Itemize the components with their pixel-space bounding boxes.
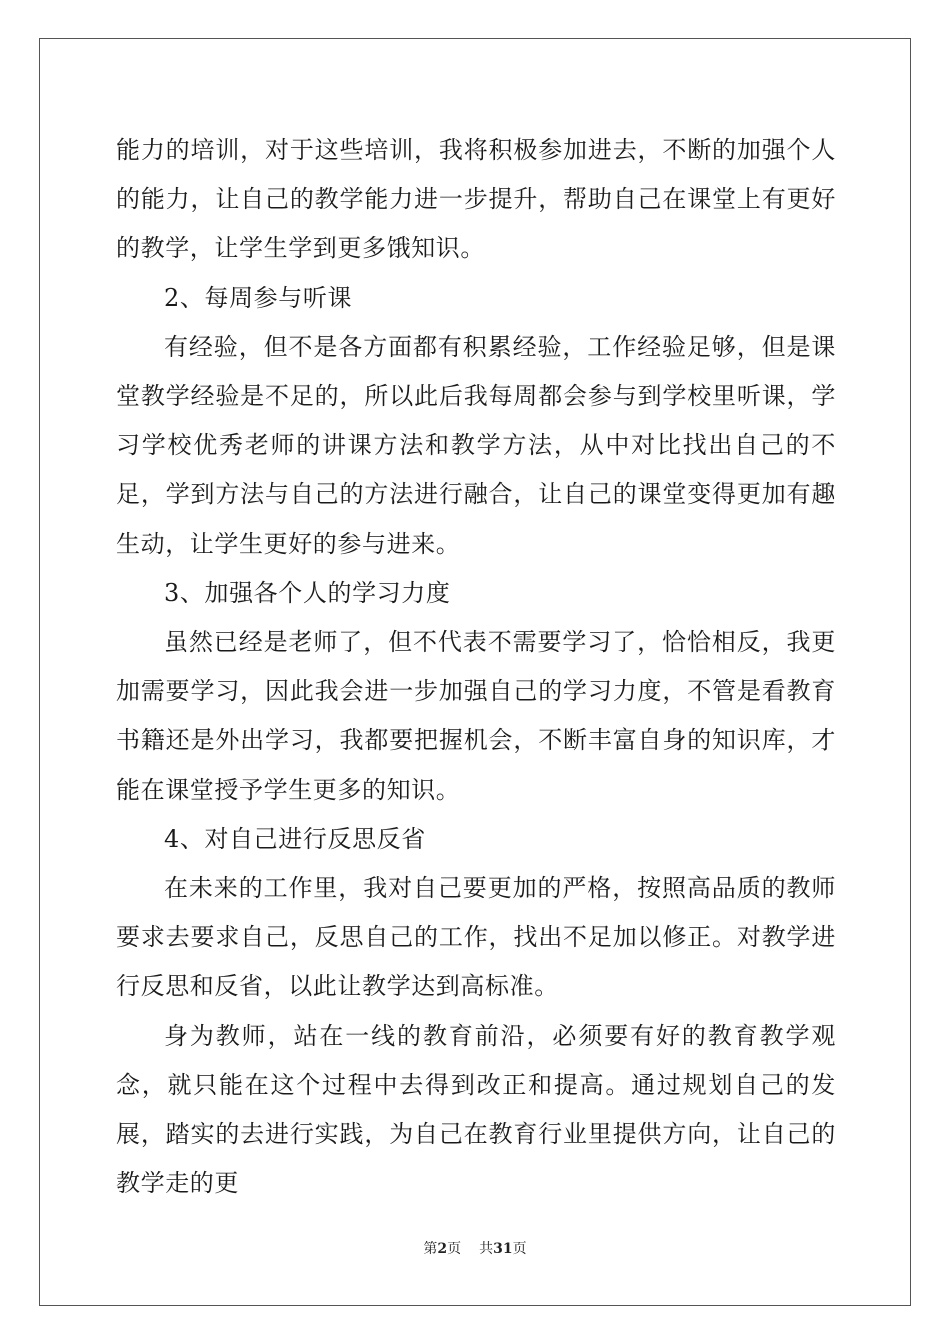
section-heading-2: 2、每周参与听课	[164, 283, 353, 312]
paragraph-teacher-role: 身为教师，站在一线的教育前沿，必须要有好的教育教学观念，就只能在这个过程中去得到改正和提高。通过规划自己的发展，踏实的去进行实践，为自己在教育行业里提供方向，让自己的教学走的更	[116, 1021, 836, 1198]
paragraph-strengthen-learning: 虽然已经是老师了，但不代表不需要学习了，恰恰相反，我更加需要学习，因此我会进一步加强自己的学习力度，不管是看教育书籍还是外出学习，我都要把握机会，不断丰富自身的知识库，才能在课堂授予学生更多的知识。	[116, 628, 836, 804]
total-pages-number: 31	[493, 1241, 513, 1257]
paragraph-self-reflection: 在未来的工作里，我对自己要更加的严格，按照高品质的教师要求去要求自己，反思自己的工作，找出不足加以修正。对教学进行反思和反省，以此让教学达到高标准。	[116, 874, 836, 1001]
section-heading-4: 4、对自己进行反思反省	[164, 824, 426, 853]
document-body	[116, 126, 836, 1208]
section-heading-3: 3、加强各个人的学习力度	[164, 578, 451, 607]
page-suffix: 页	[447, 1241, 462, 1257]
total-prefix: 共	[479, 1241, 494, 1257]
total-suffix: 页	[512, 1241, 527, 1257]
current-page-number: 2	[437, 1241, 448, 1257]
page-prefix: 第	[423, 1241, 438, 1257]
paragraph-continuation: 能力的培训，对于这些培训，我将积极参加进去，不断的加强个人的能力，让自己的教学能力进一步提升，帮助自己在课堂上有更好的教学，让学生学到更多饿知识。	[116, 136, 836, 263]
page-footer	[0, 1240, 950, 1258]
paragraph-listen-classes: 有经验，但不是各方面都有积累经验，工作经验足够，但是课堂教学经验是不足的，所以此后我每周都会参与到学校里听课，学习学校优秀老师的讲课方法和教学方法，从中对比找出自己的不足，学到方法与自己的方法进行融合，让自己的课堂变得更加有趣生动，让学生更好的参与进来。	[116, 332, 836, 558]
